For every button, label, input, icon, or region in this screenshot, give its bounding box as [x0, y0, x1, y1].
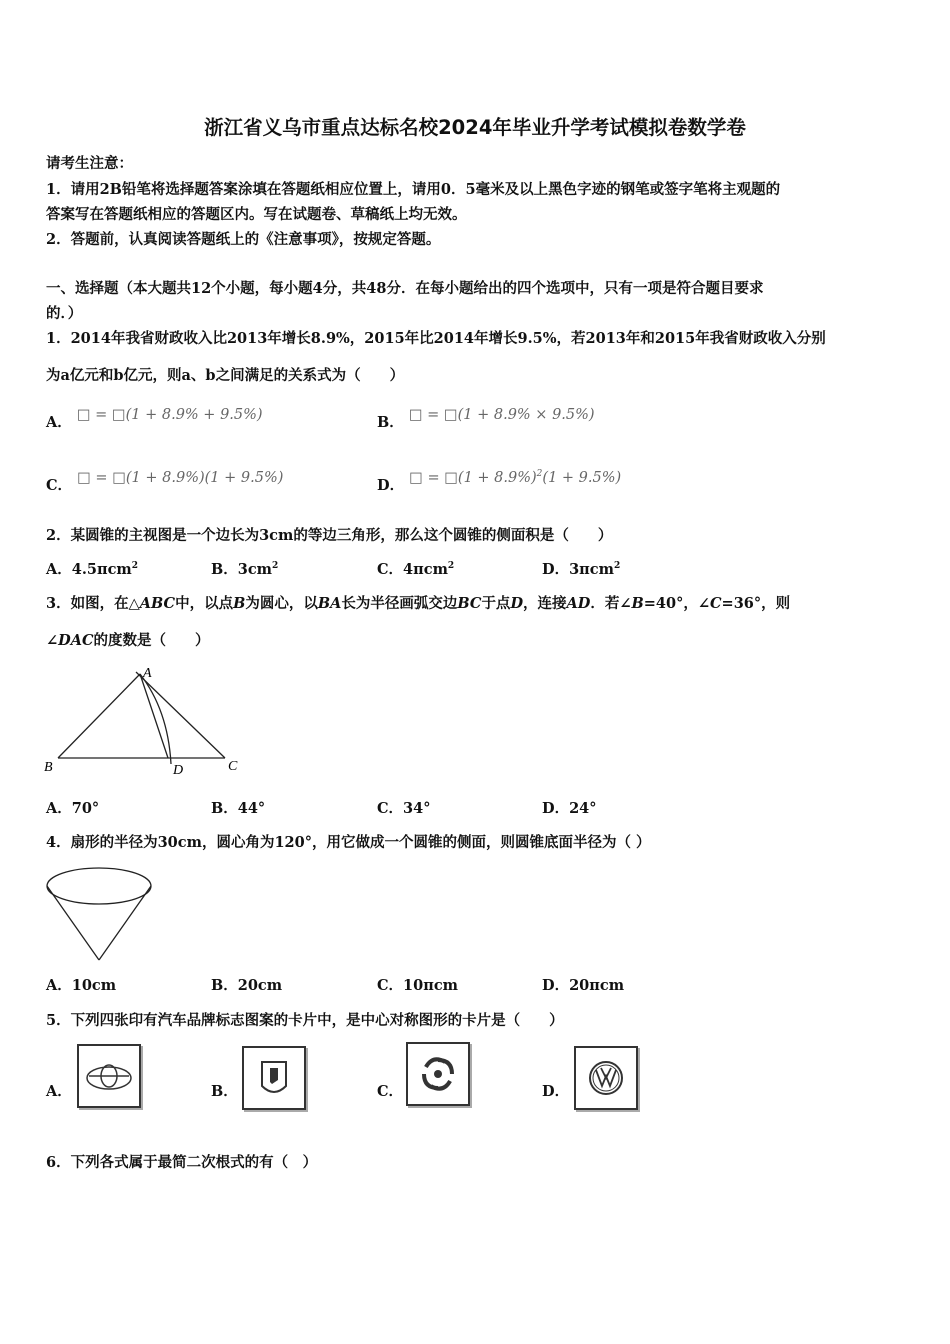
q1-option-d [377, 469, 622, 495]
question-4-stem: 4．扇形的半径为30cm，圆心角为120°，用它做成一个圆锥的侧面，则圆锥底面半径为（ ） [46, 834, 651, 851]
page-title: 浙江省义乌市重点达标名校2024年毕业升学考试模拟卷数学卷 [204, 116, 746, 139]
car-logo-card-d [574, 1046, 638, 1110]
question-2-stem: 2．某圆锥的主视图是一个边长为3cm的等边三角形，那么这个圆锥的侧面积是（ ） [46, 527, 613, 544]
swirl-logo-icon [408, 1044, 468, 1104]
shield-logo-icon [244, 1048, 304, 1108]
q2-option-b: B．$3cm^2$ [211, 561, 279, 578]
question-5-stem: 5．下列四张印有汽车品牌标志图案的卡片中，是中心对称图形的卡片是（ ） [46, 1012, 564, 1029]
car-logo-card-b [242, 1046, 306, 1110]
q4-option-b: B．20cm [211, 977, 283, 994]
question-3-stem-cont: ∠DAC的度数是（ ） [46, 632, 210, 649]
math-expression: □ = □(1 + 8.9% + 9.5%) [76, 407, 263, 423]
q2-option-a: A．4.5πcm$^2$ [46, 561, 139, 578]
math-expression: □ = □(1 + 8.9%)$^2$(1 + 9.5%) [409, 469, 622, 486]
q4-option-a: A．10cm [46, 977, 117, 994]
option-label: C． [46, 477, 73, 494]
q1-option-a [46, 407, 263, 432]
section-heading: 一、选择题（本大题共12个小题，每小题4分，共48分．在每小题给出的四个选项中，只有一项是符合题目要求 [46, 280, 764, 297]
q3-option-a: A．70° [46, 800, 100, 817]
cone-side-left [47, 886, 99, 960]
q2-option-c: C．4πcm$^2$ [377, 561, 455, 578]
q5-option-b-label: B． [211, 1083, 238, 1100]
q4-option-c: C．10πcm [377, 977, 459, 994]
toyota-like-logo-icon [79, 1046, 139, 1106]
notice-line: 答案写在答题纸相应的答题区内。写在试题卷、草稿纸上均无效。 [46, 206, 467, 223]
cone-side-right [99, 886, 151, 960]
question-1-stem: 1．2014年我省财政收入比2013年增长8.9%，2015年比2014年增长9.5%，若2013年和2015年我省财政收入分别 [46, 330, 826, 347]
section-heading-cont: 的．） [46, 305, 83, 322]
label-c: C [228, 759, 238, 774]
math-expression: □ = □(1 + 8.9%)(1 + 9.5%) [77, 470, 284, 486]
notice-line: 2．答题前，认真阅读答题纸上的《注意事项》，按规定答题。 [46, 231, 441, 248]
label-d: D [173, 763, 184, 778]
q3-option-c: C．34° [377, 800, 431, 817]
cone-base [47, 868, 151, 904]
car-logo-card-c [406, 1042, 470, 1106]
car-logo-card-a [77, 1044, 141, 1108]
question-6-stem: 6．下列各式属于最简二次根式的有（ ） [46, 1154, 318, 1171]
side-ba [58, 674, 140, 758]
q5-option-a-label: A． [46, 1083, 72, 1100]
label-b: B [44, 760, 53, 775]
question-1-stem-cont: 为a亿元和b亿元，则a、b之间满足的关系式为（ ） [46, 367, 405, 384]
label-a: A [143, 666, 152, 681]
q1-option-b [377, 407, 595, 432]
q1-option-c [46, 470, 284, 495]
q2-option-d: D．3πcm$^2$ [542, 561, 621, 578]
q3-option-b: B．44° [211, 800, 266, 817]
option-label: D． [377, 477, 405, 494]
q4-option-d: D．20πcm [542, 977, 625, 994]
math-expression: □ = □(1 + 8.9% × 9.5%) [408, 407, 595, 423]
option-label: A． [46, 414, 72, 431]
option-label: B． [377, 414, 404, 431]
segment-ad [140, 674, 168, 758]
notice-heading: 请考生注意： [46, 155, 133, 172]
q5-option-c-label: C． [377, 1083, 404, 1100]
q3-option-d: D．24° [542, 800, 597, 817]
q5-option-d-label: D． [542, 1083, 570, 1100]
cone-figure [44, 864, 156, 966]
vw-logo-icon [576, 1048, 636, 1108]
triangle-figure [40, 660, 250, 780]
side-ac [136, 672, 225, 758]
notice-line: 1．请用2B铅笔将选择题答案涂填在答题纸相应位置上，请用0．5毫米及以上黑色字迹的钢笔或签字笔将主观题的 [46, 181, 781, 198]
question-3-stem: 3．如图，在△ABC中，以点B为圆心，以BA长为半径画弧交边BC于点D，连接AD．若∠B=40°，∠C=36°，则 [46, 595, 791, 612]
